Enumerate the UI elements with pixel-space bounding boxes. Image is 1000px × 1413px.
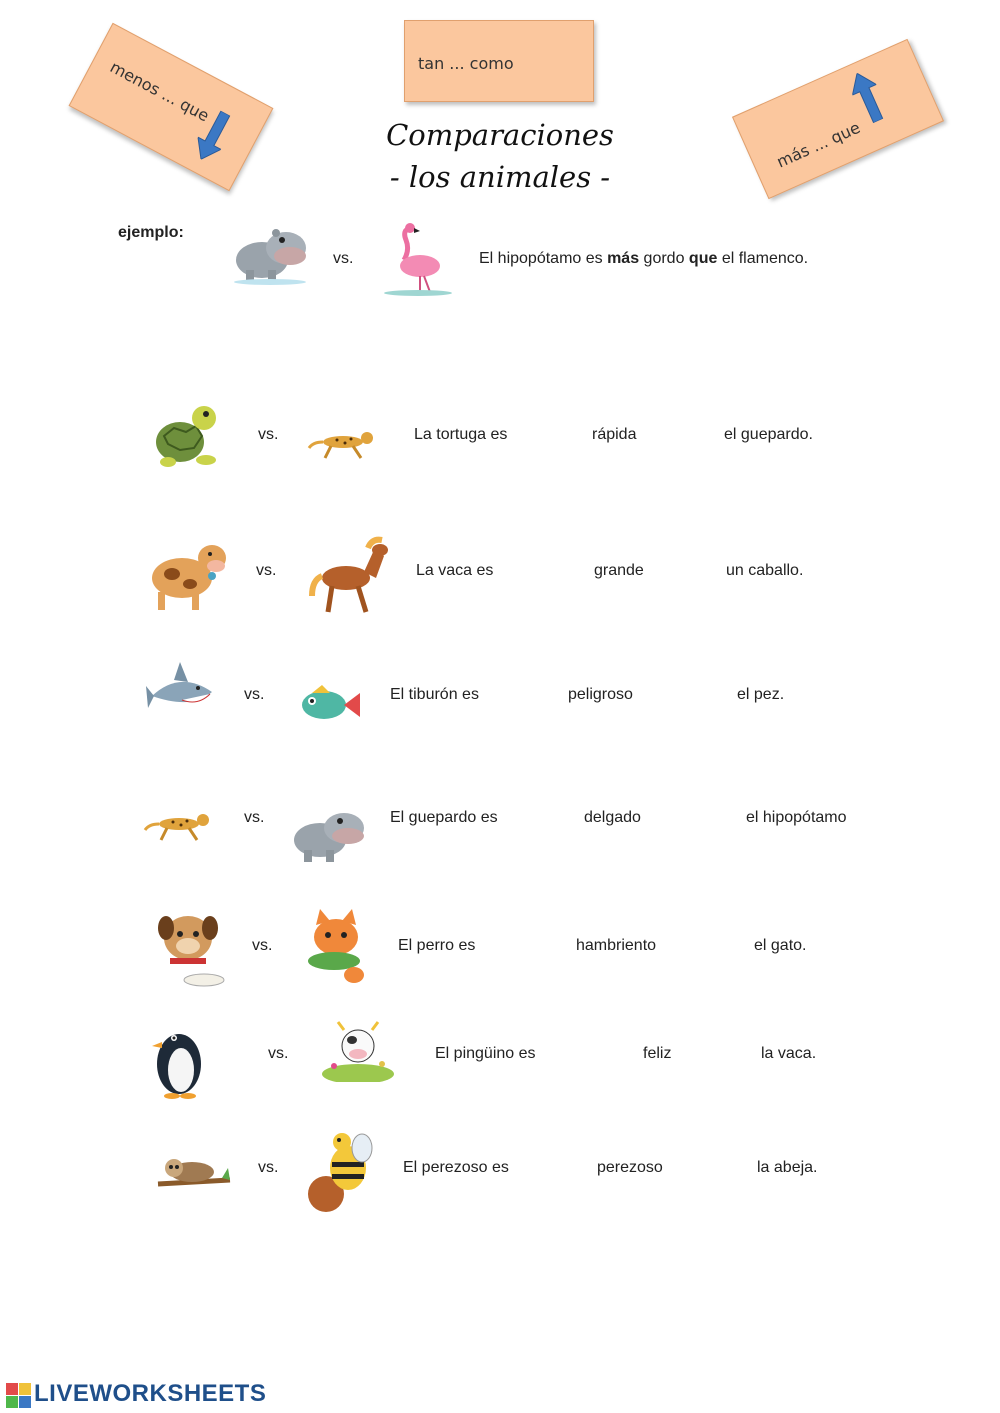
row-5-adjective: hambriento [576, 937, 657, 954]
row-6-adjective: feliz [643, 1045, 672, 1062]
example-sentence-que: que [688, 250, 718, 267]
row-2-adjective: grande [594, 562, 644, 579]
card-tan-como-label: tan ... como [418, 54, 514, 73]
row-5-vs: vs. [252, 937, 273, 954]
arrow-up-icon [845, 68, 890, 126]
turtle-icon [150, 396, 224, 470]
row-7-vs: vs. [258, 1159, 279, 1176]
card-mas-que [732, 39, 944, 199]
card-tan-como [404, 20, 594, 102]
flamingo-icon [380, 220, 456, 296]
example-sentence-part3: el flamenco. [717, 250, 809, 267]
row-1-adjective: rápida [592, 426, 637, 443]
example-sentence-part2: gordo [639, 250, 689, 267]
row-3-vs: vs. [244, 686, 265, 703]
page-title: Comparaciones [386, 118, 614, 152]
row-6-vs: vs. [268, 1045, 289, 1062]
row-4-vs: vs. [244, 809, 265, 826]
example-sentence [479, 250, 808, 268]
card-menos-que-label: menos ... que [106, 57, 213, 126]
hippo-icon-2 [290, 804, 366, 864]
row-1-start: La tortuga es [414, 426, 508, 443]
sloth-icon [156, 1150, 232, 1198]
row-7-adjective: perezoso [597, 1159, 663, 1176]
row-7-start: El perezoso es [403, 1159, 509, 1176]
happy-cow-icon [320, 1016, 396, 1082]
card-mas-que-label: más ... que [773, 117, 864, 172]
row-5-end: el gato. [754, 937, 807, 954]
example-vs: vs. [333, 250, 354, 267]
example-sentence-mas: más [607, 250, 640, 267]
bee-icon [304, 1128, 376, 1214]
horse-icon [308, 532, 394, 616]
shark-icon [144, 656, 220, 732]
row-4-end: el hipopótamo [746, 809, 847, 826]
row-7-end: la abeja. [757, 1159, 818, 1176]
row-4-adjective: delgado [584, 809, 641, 826]
row-3-start: El tiburón es [390, 686, 479, 703]
row-3-end: el pez. [737, 686, 785, 703]
example-sentence-part1: El hipopótamo es [479, 250, 608, 267]
row-2-end: un caballo. [726, 562, 804, 579]
liveworksheets-logo-icon [6, 1383, 32, 1409]
row-2-vs: vs. [256, 562, 277, 579]
row-1-end: el guepardo. [724, 426, 813, 443]
row-3-adjective: peligroso [568, 686, 633, 703]
fish-icon [290, 683, 364, 725]
row-6-start: El pingüino es [435, 1045, 536, 1062]
cheetah-icon-2 [143, 804, 219, 848]
card-menos-que [69, 23, 274, 191]
hippo-icon [232, 220, 308, 286]
row-6-end: la vaca. [761, 1045, 817, 1062]
cow-icon [146, 532, 232, 614]
row-4-start: El guepardo es [390, 809, 498, 826]
row-5-start: El perro es [398, 937, 476, 954]
page-subtitle: - los animales - [389, 160, 611, 194]
cheetah-icon [307, 422, 383, 466]
row-1-vs: vs. [258, 426, 279, 443]
dog-icon [148, 906, 228, 988]
penguin-icon [150, 1016, 208, 1100]
row-2-start: La vaca es [416, 562, 494, 579]
example-label: ejemplo: [118, 224, 184, 241]
liveworksheets-brand[interactable]: LIVEWORKSHEETS [34, 1380, 267, 1407]
cat-icon [298, 907, 374, 987]
